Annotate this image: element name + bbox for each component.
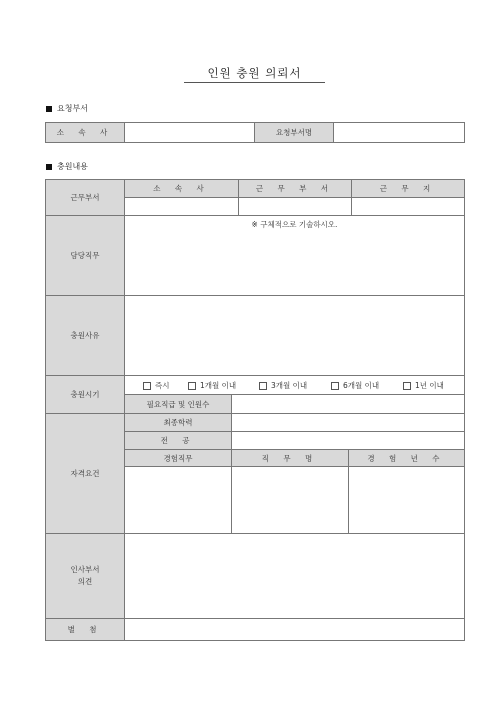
hr-opinion-label: 인사부서 의견 <box>45 533 125 619</box>
timing-option-3month[interactable] <box>259 380 307 391</box>
education-field[interactable] <box>231 413 465 432</box>
major-label: 전 공 <box>124 431 232 450</box>
square-bullet-icon <box>46 164 52 170</box>
col-affiliation-header: 소 속 사 <box>124 179 239 198</box>
timing-option-1year[interactable] <box>403 380 444 391</box>
timing-option-6month[interactable] <box>331 380 379 391</box>
attachment-label: 별 첨 <box>45 618 125 641</box>
qualification-label: 자격요건 <box>45 413 125 534</box>
exp-years-field[interactable] <box>348 466 465 534</box>
exp-years-header: 경 험 년 수 <box>348 449 465 467</box>
exp-title-field[interactable] <box>231 466 349 534</box>
workplace-value-field[interactable] <box>351 197 465 216</box>
affiliation-label: 소 속 사 <box>45 122 125 143</box>
timing-option-label: 3개월 이내 <box>271 381 308 390</box>
timing-label: 충원시기 <box>45 375 125 414</box>
work-dept-label: 근무부서 <box>45 179 125 216</box>
section-label: 충원내용 <box>57 162 88 171</box>
checkbox-icon[interactable] <box>259 382 267 390</box>
col-work-dept-header: 근 무 부 서 <box>238 179 352 198</box>
duty-field[interactable] <box>124 215 465 296</box>
major-field[interactable] <box>231 431 465 450</box>
checkbox-icon[interactable] <box>403 382 411 390</box>
affiliation-value-field[interactable] <box>124 197 239 216</box>
document-title: 인원 충원 의뢰서 <box>184 65 325 83</box>
timing-option-label: 1개월 이내 <box>200 381 237 390</box>
exp-title-header: 직 무 명 <box>231 449 349 467</box>
reason-field[interactable] <box>124 295 465 376</box>
attachment-field[interactable] <box>124 618 465 641</box>
duty-label: 담당직무 <box>45 215 125 296</box>
checkbox-icon[interactable] <box>331 382 339 390</box>
col-workplace-header: 근 무 지 <box>351 179 465 198</box>
checkbox-icon[interactable] <box>188 382 196 390</box>
timing-option-label: 1년 이내 <box>415 381 444 390</box>
section-hire-content <box>46 161 88 172</box>
exp-duty-header: 경험직무 <box>124 449 232 467</box>
reason-label: 충원사유 <box>45 295 125 376</box>
work-dept-value-field[interactable] <box>238 197 352 216</box>
timing-option-1month[interactable] <box>188 380 236 391</box>
rank-count-field[interactable] <box>231 394 465 414</box>
dept-name-field[interactable] <box>333 122 465 143</box>
exp-duty-field[interactable] <box>124 466 232 534</box>
timing-option-label: 6개월 이내 <box>343 381 380 390</box>
education-label: 최종학력 <box>124 413 232 432</box>
hr-opinion-field[interactable] <box>124 533 465 619</box>
timing-option-immediate[interactable] <box>143 380 170 391</box>
timing-option-label: 즉시 <box>155 381 170 390</box>
section-label: 요청부서 <box>57 104 88 113</box>
section-request-dept <box>46 103 88 114</box>
square-bullet-icon <box>46 106 52 112</box>
rank-count-label: 필요직급 및 인원수 <box>124 394 232 414</box>
duty-note: ※ 구체적으로 기술하시오. <box>251 220 338 229</box>
dept-name-label: 요청부서명 <box>254 122 334 143</box>
checkbox-icon[interactable] <box>143 382 151 390</box>
affiliation-field[interactable] <box>124 122 255 143</box>
